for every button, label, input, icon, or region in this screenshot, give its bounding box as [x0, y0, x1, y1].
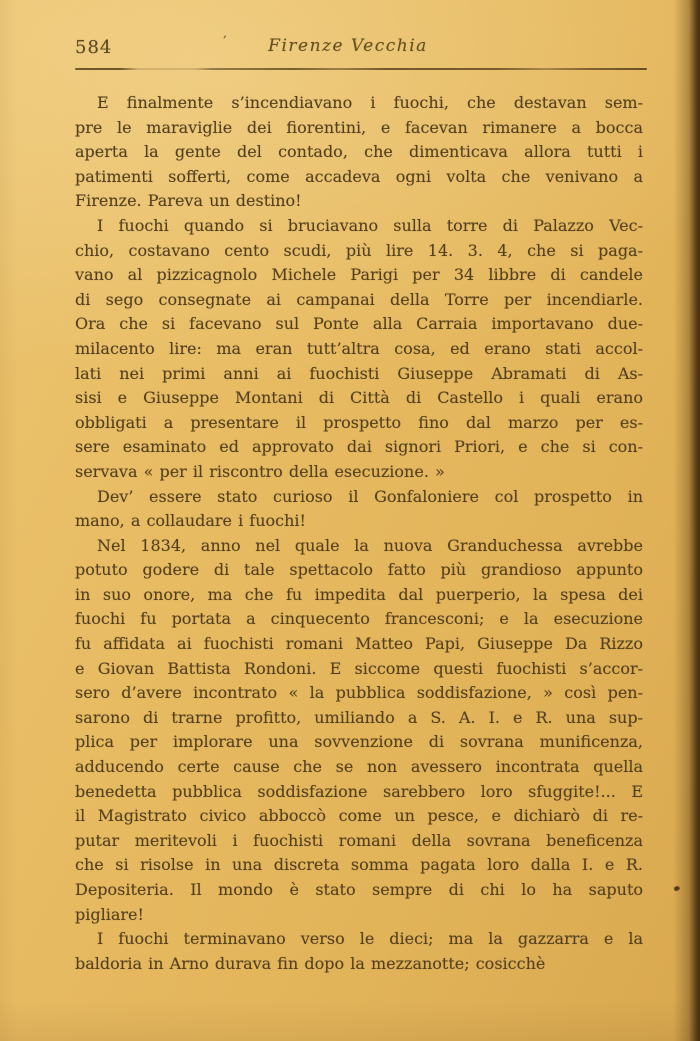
text-line: lati nei primi anni ai fuochisti Giuseppe Abramati di As-: [75, 363, 643, 383]
text-line: I fuochi terminavano verso le dieci; ma la gazzarra e la: [97, 929, 643, 949]
text-line: plica per implorare una sovvenzione di sovrana munificenza,: [75, 732, 643, 752]
text-line: putar meritevoli i fuochisti romani della sovrana beneficenza: [75, 830, 643, 850]
ink-speck: [673, 885, 680, 892]
header-rule: [75, 68, 647, 70]
text-line: fuochi fu portata a cinquecento francesconi; e la esecuzione: [75, 609, 643, 629]
text-line: pre le maraviglie dei fiorentini, e facevan rimanere a bocca: [75, 117, 643, 137]
text-line: di sego consegnate ai campanai della Torre per incendiarle.: [75, 289, 643, 309]
page-number: 584: [75, 37, 113, 58]
text-line: vano al pizzicagnolo Michele Parigi per 34 libbre di candele: [75, 265, 643, 285]
stray-ink-mark: ’: [220, 33, 228, 50]
text-line: Dev’ essere stato curioso il Gonfaloniere col prospetto in: [97, 486, 643, 506]
text-line: aperta la gente del contado, che dimenticava allora tutti i: [75, 142, 643, 162]
text-line: il Magistrato civico abboccò come un pesce, e dichiarò di re-: [75, 806, 643, 826]
text-line: in suo onore, ma che fu impedita dal puerperio, la spesa dei: [75, 584, 643, 604]
paragraph: [75, 927, 643, 976]
text-line: pigliare!: [75, 904, 144, 924]
text-line: che si risolse in una discreta somma pagata loro dalla I. e R.: [75, 855, 643, 875]
text-line: sarono di trarne profitto, umiliando a S. A. I. e R. una sup-: [75, 707, 643, 727]
text-line: sero d’avere incontrato « la pubblica soddisfazione, » così pen-: [75, 683, 643, 703]
text-line: servava « per il riscontro della esecuzione. »: [75, 461, 445, 481]
running-title: Firenze Vecchia: [268, 36, 428, 56]
text-line: Nel 1834, anno nel quale la nuova Granduchessa avrebbe: [97, 535, 643, 555]
text-line: chio, costavano cento scudi, più lire 14. 3. 4, che si paga-: [75, 240, 643, 260]
text-line: sisi e Giuseppe Montani di Città di Castello i quali erano: [75, 388, 643, 408]
text-line: e Giovan Battista Rondoni. E siccome questi fuochisti s’accor-: [75, 658, 643, 678]
text-line: Firenze. Pareva un destino!: [75, 191, 302, 211]
paragraph: [75, 91, 643, 214]
text-line: Depositeria. Il mondo è stato sempre di chi lo ha saputo: [75, 880, 643, 899]
paragraph: [75, 485, 643, 534]
text-line: mano, a collaudare i fuochi!: [75, 511, 306, 531]
text-line: milacento lire: ma eran tutt’altra cosa, ed erano stati accol-: [75, 338, 643, 358]
paragraph: [75, 214, 643, 485]
body-text: [75, 91, 643, 976]
text-line: benedetta pubblica soddisfazione sarebbero loro sfuggite!... E: [75, 781, 643, 801]
text-line: Ora che si facevano sul Ponte alla Carraia importavano due-: [75, 314, 643, 334]
text-line: patimenti sofferti, come accadeva ogni volta che venivano a: [75, 166, 643, 186]
text-line: adducendo certe cause che se non avessero incontrata quella: [75, 757, 643, 777]
text-line: baldoria in Arno durava fin dopo la mezzanotte; cosicchè: [75, 953, 546, 973]
text-line: fu affidata ai fuochisti romani Matteo Papi, Giuseppe Da Rizzo: [75, 634, 643, 654]
text-line: E finalmente s’incendiavano i fuochi, che destavan sem-: [97, 93, 643, 112]
paragraph: [75, 534, 643, 928]
text-line: sere esaminato ed approvato dai signori Priori, e che si con-: [75, 437, 643, 457]
text-line: obbligati a presentare il prospetto fino dal marzo per es-: [75, 412, 643, 432]
text-line: potuto godere di tale spettacolo fatto più grandioso appunto: [75, 560, 643, 580]
text-line: I fuochi quando si bruciavano sulla torre di Palazzo Vec-: [97, 215, 643, 235]
